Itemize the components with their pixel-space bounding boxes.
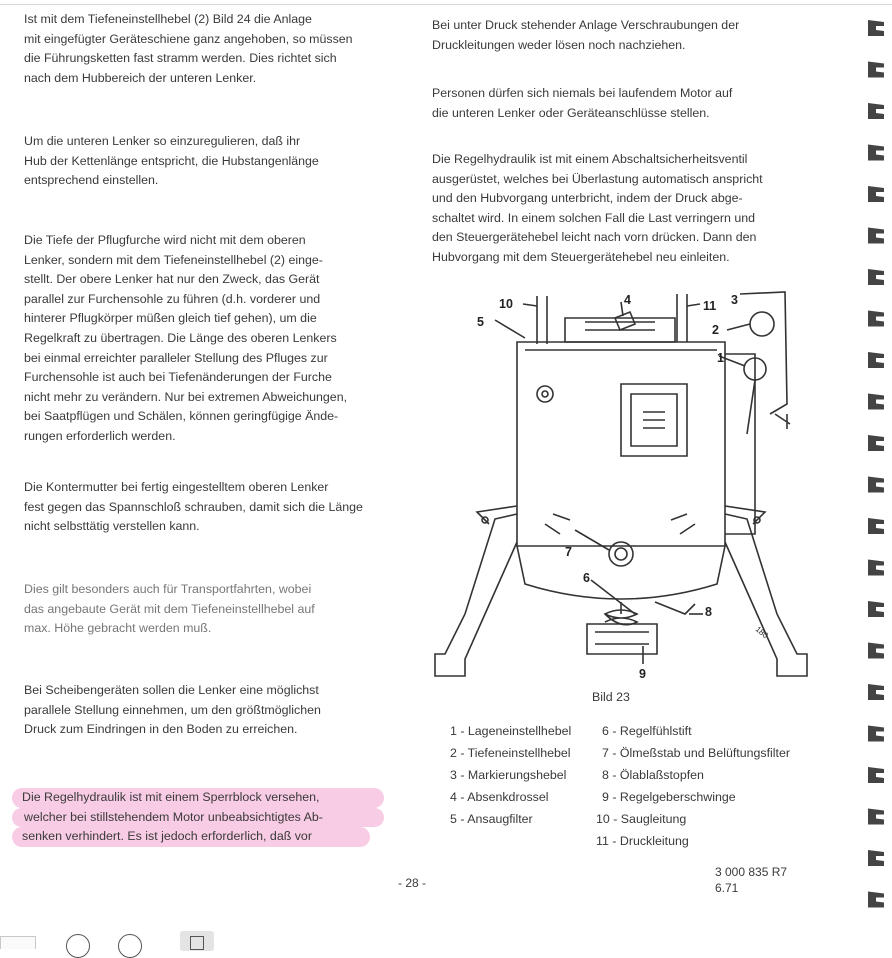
fit-page-button[interactable] [180, 931, 214, 951]
callout-6: 6 [583, 571, 590, 585]
binding-hook [868, 435, 884, 451]
paragraph-plough-depth: Die Tiefe der Pflugfurche wird nicht mit dem oberen Lenker, sondern mit dem Tiefeneinstellhebel (2) einge- stellt. Der obere Lenker hat nur den Zweck, das Gerät parallel zur Furchensohle zu führen (d.h. vorderer und hinterer Pflugkörper müßen gleich tief gehen), um die Regelkraft zu übertragen. Die Länge des oberen Lenkers bei einmal erreichter paralleler Stellung des Pfluges zur Furchensohle ist auch bei Tiefenänderungen der Furche nicht mehr zu verändern. Nur bei extremen Abweichungen, bei Saatpflügen und Schälen, können geringfügige Ände- rungen erforderlich werden. [24, 233, 348, 443]
binding-hook [868, 352, 884, 368]
zoom-in-button[interactable] [118, 934, 142, 958]
callout-2: 2 [712, 323, 719, 337]
binding-hook [868, 809, 884, 825]
viewer-toolbar [0, 926, 240, 941]
highlighted-paragraph [12, 788, 384, 847]
binding-hook [868, 394, 884, 410]
page-number: - 28 - [398, 876, 427, 890]
binding-hook [868, 892, 884, 908]
paragraph-lock-nut: Die Kontermutter bei fertig eingestelltem oberen Lenker fest gegen das Spannschloß schrauben, damit sich die Länge nicht selbsttätig verstellen kann. [24, 480, 363, 534]
binding-hook [868, 311, 884, 327]
binding-hook [868, 269, 884, 285]
legend-item: 10 - Saugleitung [596, 812, 687, 826]
binding-hook [868, 560, 884, 576]
binding-hook [868, 726, 884, 742]
binding-hook [868, 850, 884, 866]
legend-item: 2 - Tiefeneinstellhebel [450, 746, 571, 760]
hydraulic-unit-figure [425, 284, 825, 684]
document-reference [715, 864, 787, 896]
paragraph-lower-links: Um die unteren Lenker so einzuregulieren, daß ihr Hub der Kettenlänge entspricht, die Hubstangenlänge entsprechend einstellen. [24, 134, 319, 188]
callout-7: 7 [565, 545, 572, 559]
legend-column-1 [450, 720, 600, 830]
paragraph-guide-chains: Ist mit dem Tiefeneinstellhebel (2) Bild 24 die Anlage mit eingefügter Geräteschiene ganz angehoben, so müssen die Führungsketten fast stramm werden. Dies richtet sich nach dem Hubbereich der unteren Lenker. [24, 12, 353, 85]
legend-item: 3 - Markierungshebel [450, 768, 567, 782]
callout-3: 3 [731, 293, 738, 307]
paragraph-disc-implements: Bei Scheibengeräten sollen die Lenker eine möglichst parallele Stellung einnehmen, um den größtmöglichen Druck zum Eindringen in den Boden zu erreichen. [24, 683, 321, 737]
legend-item: 11 - Druckleitung [596, 834, 689, 848]
callout-11: 11 [703, 299, 717, 313]
binding-hook [868, 228, 884, 244]
drawing-number: 180 [753, 624, 770, 641]
document-number: 3 000 835 R7 [715, 865, 788, 879]
legend-item: 8 - Ölablaßstopfen [602, 768, 704, 782]
highlight-line-2: welcher bei stillstehendem Motor unbeabsichtigtes Ab- [12, 808, 384, 828]
callout-1: 1 [717, 351, 724, 365]
binding-hook [868, 643, 884, 659]
legend-item: 1 - Lageneinstellhebel [450, 724, 572, 738]
paragraph-persons-warning: Personen dürfen sich niemals bei laufendem Motor auf die unteren Lenker oder Geräteanschlüsse stellen. [432, 86, 733, 120]
callout-5: 5 [477, 315, 484, 329]
callout-4: 4 [624, 293, 631, 307]
callout-8: 8 [705, 605, 712, 619]
binding-hook [868, 684, 884, 700]
callout-10: 10 [499, 297, 513, 311]
legend-item: 4 - Absenkdrossel [450, 790, 549, 804]
paragraph-pressure-warning: Bei unter Druck stehender Anlage Verschraubungen der Druckleitungen weder lösen noch nachziehen. [432, 18, 740, 52]
binding-hook [868, 186, 884, 202]
zoom-out-button[interactable] [66, 934, 90, 958]
highlight-line-3: senken verhindert. Es ist jedoch erforderlich, daß vor [12, 827, 370, 847]
binding-hook [868, 518, 884, 534]
legend-column-2 [596, 720, 852, 852]
binding-hook [868, 477, 884, 493]
paragraph-transport: Dies gilt besonders auch für Transportfahrten, wobei das angebaute Gerät mit dem Tiefeneinstellhebel auf max. Höhe gebracht werden muß. [24, 582, 315, 636]
page-top-rule [0, 4, 892, 5]
hydraulic-drawing [435, 292, 807, 676]
binding-hook [868, 767, 884, 783]
binding-hook [868, 103, 884, 119]
legend-item: 5 - Ansaugfilter [450, 812, 533, 826]
binding-hook [868, 145, 884, 161]
binding-hook [868, 20, 884, 36]
legend-item: 6 - Regelfühlstift [602, 724, 692, 738]
figure-caption: Bild 23 [592, 690, 630, 704]
page-input-box[interactable] [0, 936, 36, 949]
callout-9: 9 [639, 667, 646, 681]
legend-item: 7 - Ölmeßstab und Belüftungsfilter [602, 746, 791, 760]
binding-hook [868, 601, 884, 617]
paragraph-safety-valve: Die Regelhydraulik ist mit einem Abschaltsicherheitsventil ausgerüstet, welches bei Überlastung automatisch anspricht und den Hubvorgang unterbricht, indem der Druck abge- schaltet wird. In einem solchen Fall die Last verringern und den Steuergerätehebel leicht nach vorn drücken. Dann den Hubvorgang mit dem Steuergerätehebel neu einleiten. [432, 152, 763, 264]
document-date: 6.71 [715, 881, 739, 895]
binding-edge [862, 14, 892, 934]
legend-item: 9 - Regelgeberschwinge [602, 790, 736, 804]
binding-hook [868, 62, 884, 78]
highlight-line-1: Die Regelhydraulik ist mit einem Sperrblock versehen, [12, 788, 384, 808]
